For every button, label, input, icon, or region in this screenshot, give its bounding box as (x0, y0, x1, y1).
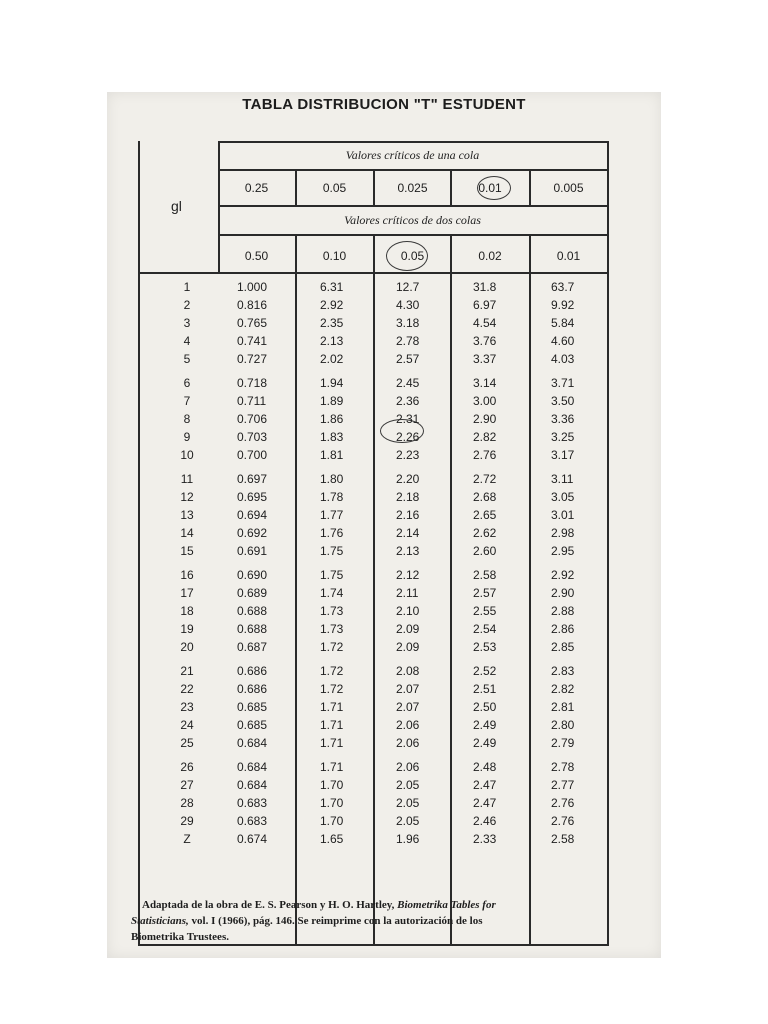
table-row (138, 376, 605, 391)
row-gl: 7 (183, 394, 191, 409)
row-value-col1: 0.685 (237, 718, 268, 733)
table-row (138, 316, 605, 331)
gl-header: gl (171, 198, 182, 214)
row-value-col1: 0.684 (237, 760, 268, 774)
row-value-col1: 0.691 (237, 544, 268, 559)
source-line-2b: vol. I (1966), pág. 146. Se reimprime con la autorización de los (191, 915, 483, 927)
row-gl: 21 (180, 664, 194, 678)
table-row (138, 526, 605, 541)
row-value-col1: 0.683 (237, 814, 268, 829)
row-value-col5: 2.88 (551, 604, 575, 619)
row-value-col2: 1.71 (320, 736, 344, 751)
table-row (138, 814, 605, 829)
row-value-col5: 2.77 (551, 778, 575, 793)
row-value-col3: 2.31 (396, 412, 420, 427)
table-row (138, 832, 605, 847)
row-gl: 15 (180, 544, 194, 559)
header-divider-3 (218, 234, 607, 236)
row-value-col4: 2.49 (473, 736, 497, 751)
row-value-col3: 2.07 (396, 700, 420, 715)
row-value-col5: 3.17 (551, 448, 575, 463)
row-value-col5: 2.82 (551, 682, 575, 697)
row-value-col2: 1.77 (320, 508, 344, 523)
row-value-col4: 2.49 (473, 718, 497, 733)
row-value-col3: 2.06 (396, 736, 420, 751)
row-value-col5: 2.76 (551, 814, 575, 829)
table-frame-top (218, 141, 607, 143)
row-value-col5: 2.76 (551, 796, 575, 811)
table-row (138, 718, 605, 733)
row-value-col3: 2.05 (396, 814, 420, 829)
row-value-col4: 2.90 (473, 412, 497, 427)
row-value-col4: 2.68 (473, 490, 497, 505)
row-value-col1: 0.688 (237, 604, 268, 619)
row-value-col2: 1.72 (320, 682, 344, 697)
row-value-col5: 9.92 (551, 298, 575, 313)
row-value-col4: 2.57 (473, 586, 497, 601)
pen-circle-mark (477, 176, 511, 200)
row-gl: 12 (180, 490, 194, 505)
row-value-col4: 2.46 (473, 814, 497, 829)
header-divider-1 (218, 169, 607, 171)
row-value-col3: 2.11 (396, 586, 419, 601)
row-value-col5: 3.05 (551, 490, 575, 505)
table-row (138, 622, 605, 637)
row-gl: Z (183, 832, 191, 847)
table-row (138, 604, 605, 619)
row-value-col3: 2.14 (396, 526, 420, 541)
row-value-col1: 0.674 (237, 832, 268, 847)
row-gl: 18 (180, 604, 194, 619)
row-value-col5: 2.90 (551, 586, 575, 601)
row-gl: 6 (183, 376, 191, 390)
source-note (131, 897, 631, 945)
row-value-col4: 2.72 (473, 472, 497, 486)
row-value-col5: 2.95 (551, 544, 575, 559)
row-value-col1: 1.000 (237, 280, 268, 294)
row-value-col3: 2.06 (396, 718, 420, 733)
row-value-col4: 2.58 (473, 568, 497, 582)
row-value-col5: 5.84 (551, 316, 575, 331)
row-value-col5: 2.79 (551, 736, 575, 751)
row-value-col2: 1.70 (320, 796, 344, 811)
row-gl: 26 (180, 760, 194, 774)
row-gl: 14 (180, 526, 194, 541)
table-row (138, 778, 605, 793)
row-value-col4: 2.47 (473, 778, 497, 793)
row-value-col4: 2.55 (473, 604, 497, 619)
one-tail-alpha: 0.005 (553, 181, 584, 195)
row-value-col2: 1.73 (320, 622, 344, 637)
row-value-col3: 2.26 (396, 430, 420, 445)
row-value-col1: 0.816 (237, 298, 268, 313)
row-value-col2: 1.89 (320, 394, 344, 409)
row-value-col2: 1.83 (320, 430, 344, 445)
row-value-col1: 0.727 (237, 352, 268, 367)
row-value-col1: 0.711 (237, 394, 267, 409)
row-value-col4: 3.00 (473, 394, 497, 409)
table-row (138, 544, 605, 559)
scanned-page (107, 92, 661, 958)
row-value-col3: 1.96 (396, 832, 420, 847)
row-value-col3: 2.08 (396, 664, 420, 678)
row-value-col4: 2.76 (473, 448, 497, 463)
row-value-col3: 2.05 (396, 796, 420, 811)
table-row (138, 448, 605, 463)
row-value-col3: 2.57 (396, 352, 420, 367)
row-value-col1: 0.690 (237, 568, 268, 582)
table-row (138, 586, 605, 601)
table-row (138, 430, 605, 445)
row-value-col4: 2.82 (473, 430, 497, 445)
row-value-col3: 3.18 (396, 316, 420, 331)
one-tail-alpha: 0.05 (322, 181, 347, 195)
row-value-col1: 0.703 (237, 430, 268, 445)
row-value-col4: 2.60 (473, 544, 497, 559)
row-gl: 28 (180, 796, 194, 811)
source-line-2a: Statisticians, (131, 915, 189, 927)
row-value-col3: 12.7 (396, 280, 420, 294)
row-value-col3: 2.18 (396, 490, 420, 505)
row-value-col5: 4.60 (551, 334, 575, 349)
row-value-col3: 2.78 (396, 334, 420, 349)
table-row (138, 796, 605, 811)
two-tail-alpha: 0.01 (556, 249, 581, 263)
row-gl: 22 (180, 682, 194, 697)
two-tail-alpha: 0.50 (244, 249, 269, 263)
row-value-col1: 0.689 (237, 586, 268, 601)
row-value-col5: 2.86 (551, 622, 575, 637)
row-gl: 13 (180, 508, 194, 523)
one-tail-alpha: 0.01 (478, 181, 502, 195)
row-value-col5: 2.78 (551, 760, 575, 774)
row-value-col4: 2.47 (473, 796, 497, 811)
row-value-col5: 4.03 (551, 352, 575, 367)
table-row (138, 664, 605, 679)
row-value-col1: 0.692 (237, 526, 268, 541)
row-value-col2: 1.70 (320, 778, 344, 793)
row-gl: 24 (180, 718, 194, 733)
row-value-col4: 3.14 (473, 376, 497, 390)
row-value-col3: 2.16 (396, 508, 420, 523)
row-value-col3: 2.09 (396, 622, 420, 637)
row-value-col1: 0.685 (237, 700, 268, 715)
row-value-col5: 2.83 (551, 664, 575, 678)
header-divider-2 (218, 205, 607, 207)
row-value-col4: 31.8 (473, 280, 497, 294)
table-row (138, 472, 605, 487)
row-value-col3: 2.09 (396, 640, 420, 655)
row-value-col5: 2.85 (551, 640, 575, 655)
row-value-col4: 4.54 (473, 316, 497, 331)
table-row (138, 352, 605, 367)
row-gl: 4 (183, 334, 191, 349)
row-gl: 17 (180, 586, 194, 601)
one-tail-label: Valores críticos de una cola (345, 148, 480, 162)
row-value-col1: 0.695 (237, 490, 268, 505)
row-gl: 5 (183, 352, 191, 367)
row-gl: 11 (180, 472, 194, 486)
table-row (138, 760, 605, 775)
one-tail-alpha: 0.25 (244, 181, 269, 195)
row-value-col2: 1.75 (320, 568, 344, 582)
row-value-col2: 1.76 (320, 526, 344, 541)
row-value-col2: 2.35 (320, 316, 344, 331)
table-row (138, 280, 605, 295)
row-value-col2: 1.65 (320, 832, 344, 847)
one-tail-alpha: 0.025 (397, 181, 428, 195)
table-row (138, 412, 605, 427)
row-value-col2: 1.73 (320, 604, 344, 619)
row-value-col5: 3.01 (551, 508, 575, 523)
table-title: TABLA DISTRIBUCION "T" ESTUDENT (242, 96, 526, 113)
row-value-col2: 1.81 (320, 448, 344, 463)
table-row (138, 508, 605, 523)
row-gl: 19 (180, 622, 194, 637)
row-value-col2: 1.86 (320, 412, 344, 427)
row-gl: 3 (183, 316, 191, 331)
row-value-col2: 2.92 (320, 298, 344, 313)
row-value-col2: 1.72 (320, 640, 344, 655)
table-row (138, 736, 605, 751)
row-gl: 8 (183, 412, 191, 427)
row-value-col1: 0.688 (237, 622, 268, 637)
row-value-col2: 1.71 (320, 760, 344, 774)
row-value-col1: 0.697 (237, 472, 268, 486)
two-tail-alpha: 0.10 (322, 249, 347, 263)
row-value-col2: 1.72 (320, 664, 344, 678)
row-value-col4: 2.65 (473, 508, 497, 523)
row-value-col1: 0.687 (237, 640, 268, 655)
row-value-col5: 2.81 (551, 700, 575, 715)
row-value-col5: 2.58 (551, 832, 575, 847)
row-gl: 1 (183, 280, 191, 294)
row-value-col2: 1.75 (320, 544, 344, 559)
row-value-col1: 0.706 (237, 412, 268, 427)
row-value-col1: 0.683 (237, 796, 268, 811)
row-value-col3: 2.05 (396, 778, 420, 793)
row-gl: 2 (183, 298, 191, 313)
row-value-col3: 2.23 (396, 448, 420, 463)
row-gl: 9 (183, 430, 191, 445)
row-value-col3: 2.12 (396, 568, 420, 582)
row-gl: 27 (180, 778, 194, 793)
row-value-col3: 2.07 (396, 682, 420, 697)
row-value-col2: 2.13 (320, 334, 344, 349)
row-value-col1: 0.684 (237, 736, 268, 751)
row-value-col1: 0.700 (237, 448, 268, 463)
row-value-col4: 6.97 (473, 298, 497, 313)
row-gl: 10 (180, 448, 194, 463)
table-row (138, 490, 605, 505)
row-value-col4: 2.48 (473, 760, 497, 774)
two-tail-alpha: 0.02 (478, 249, 502, 263)
row-value-col1: 0.741 (237, 334, 268, 349)
row-value-col2: 6.31 (320, 280, 344, 294)
table-row (138, 568, 605, 583)
table-row (138, 682, 605, 697)
row-value-col3: 2.13 (396, 544, 420, 559)
two-tail-alpha: 0.05 (400, 249, 425, 263)
row-value-col5: 2.92 (551, 568, 575, 582)
row-value-col3: 2.06 (396, 760, 420, 774)
row-value-col2: 1.71 (320, 718, 344, 733)
source-line-3: Biometrika Trustees. (131, 931, 229, 943)
row-value-col3: 2.45 (396, 376, 420, 390)
row-gl: 29 (180, 814, 194, 829)
row-value-col4: 2.33 (473, 832, 497, 847)
pen-circle-mark (386, 241, 428, 271)
row-value-col4: 2.54 (473, 622, 497, 637)
row-value-col1: 0.684 (237, 778, 268, 793)
row-value-col4: 2.51 (473, 682, 497, 697)
row-value-col4: 2.52 (473, 664, 497, 678)
row-gl: 16 (180, 568, 194, 582)
row-value-col5: 3.36 (551, 412, 575, 427)
row-value-col1: 0.694 (237, 508, 268, 523)
row-value-col4: 2.62 (473, 526, 497, 541)
row-value-col1: 0.765 (237, 316, 268, 331)
table-row (138, 640, 605, 655)
row-value-col3: 2.10 (396, 604, 420, 619)
row-value-col5: 3.25 (551, 430, 575, 445)
row-value-col1: 0.686 (237, 682, 268, 697)
row-value-col5: 63.7 (551, 280, 575, 294)
row-value-col3: 2.36 (396, 394, 420, 409)
row-value-col5: 3.11 (551, 472, 574, 486)
row-value-col5: 3.71 (551, 376, 575, 390)
row-value-col5: 2.98 (551, 526, 575, 541)
row-value-col5: 3.50 (551, 394, 575, 409)
row-value-col2: 1.71 (320, 700, 344, 715)
row-value-col2: 1.80 (320, 472, 344, 486)
row-value-col4: 3.76 (473, 334, 497, 349)
row-value-col5: 2.80 (551, 718, 575, 733)
row-value-col4: 2.50 (473, 700, 497, 715)
source-line-1a: Adaptada de la obra de E. S. Pearson y H. O. Hartley, (142, 899, 395, 911)
source-line-1b: Biometrika Tables for (397, 899, 496, 911)
row-value-col2: 1.70 (320, 814, 344, 829)
row-value-col3: 4.30 (396, 298, 420, 313)
row-value-col2: 1.94 (320, 376, 344, 390)
row-gl: 25 (180, 736, 194, 751)
row-value-col3: 2.20 (396, 472, 420, 486)
table-row (138, 334, 605, 349)
row-value-col1: 0.718 (237, 376, 268, 390)
row-value-col4: 3.37 (473, 352, 497, 367)
table-row (138, 298, 605, 313)
row-gl: 20 (180, 640, 194, 655)
two-tail-label: Valores críticos de dos colas (344, 213, 481, 227)
row-value-col1: 0.686 (237, 664, 268, 678)
row-value-col2: 2.02 (320, 352, 344, 367)
row-value-col2: 1.74 (320, 586, 344, 601)
table-row (138, 700, 605, 715)
row-gl: 23 (180, 700, 194, 715)
table-row (138, 394, 605, 409)
row-value-col4: 2.53 (473, 640, 497, 655)
row-value-col2: 1.78 (320, 490, 344, 505)
